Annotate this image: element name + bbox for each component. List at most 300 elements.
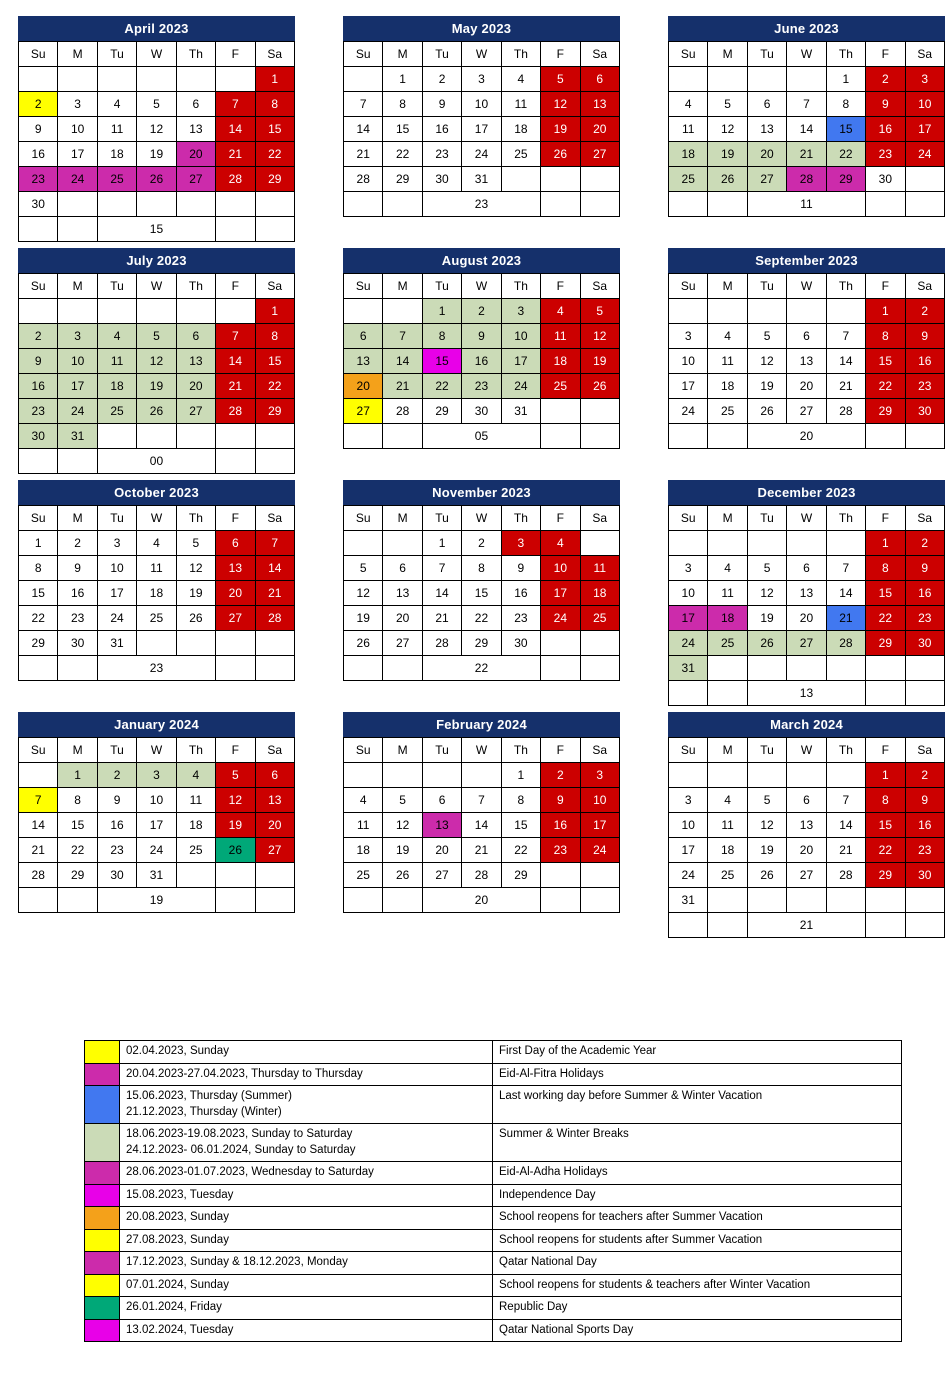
day-cell[interactable]: 3 (669, 556, 708, 581)
day-cell[interactable]: 9 (462, 324, 501, 349)
day-cell[interactable]: 12 (344, 581, 383, 606)
day-cell[interactable]: 4 (541, 531, 580, 556)
day-cell[interactable]: 26 (216, 838, 255, 863)
day-cell[interactable]: 28 (19, 863, 58, 888)
day-cell[interactable]: 14 (255, 556, 294, 581)
day-cell[interactable]: 22 (255, 142, 294, 167)
day-cell[interactable]: 26 (137, 399, 176, 424)
day-cell[interactable]: 22 (826, 142, 865, 167)
day-cell[interactable]: 22 (866, 606, 905, 631)
day-cell[interactable]: 12 (541, 92, 580, 117)
day-cell[interactable]: 19 (747, 374, 786, 399)
day-cell[interactable]: 11 (344, 813, 383, 838)
day-cell[interactable]: 25 (176, 838, 215, 863)
day-cell[interactable]: 24 (58, 167, 97, 192)
day-cell[interactable]: 2 (97, 763, 136, 788)
day-cell[interactable]: 22 (19, 606, 58, 631)
day-cell[interactable]: 8 (383, 92, 422, 117)
day-cell[interactable]: 26 (747, 863, 786, 888)
day-cell[interactable]: 16 (905, 349, 944, 374)
day-cell[interactable]: 31 (669, 888, 708, 913)
day-cell[interactable]: 12 (708, 117, 747, 142)
day-cell[interactable]: 29 (501, 863, 540, 888)
day-cell[interactable]: 16 (422, 117, 461, 142)
day-cell[interactable]: 5 (708, 92, 747, 117)
day-cell[interactable]: 19 (383, 838, 422, 863)
day-cell[interactable]: 10 (58, 349, 97, 374)
day-cell[interactable]: 20 (216, 581, 255, 606)
day-cell[interactable]: 3 (580, 763, 619, 788)
day-cell[interactable]: 7 (462, 788, 501, 813)
day-cell[interactable]: 7 (826, 324, 865, 349)
day-cell[interactable]: 3 (58, 324, 97, 349)
day-cell[interactable]: 6 (787, 556, 826, 581)
day-cell[interactable]: 8 (255, 92, 294, 117)
day-cell[interactable]: 21 (255, 581, 294, 606)
day-cell[interactable]: 17 (669, 606, 708, 631)
day-cell[interactable]: 24 (669, 863, 708, 888)
day-cell[interactable]: 26 (580, 374, 619, 399)
day-cell[interactable]: 10 (541, 556, 580, 581)
day-cell[interactable]: 12 (137, 117, 176, 142)
day-cell[interactable]: 31 (669, 656, 708, 681)
day-cell[interactable]: 16 (19, 374, 58, 399)
day-cell[interactable]: 13 (216, 556, 255, 581)
day-cell[interactable]: 13 (176, 117, 215, 142)
day-cell[interactable]: 30 (905, 863, 944, 888)
day-cell[interactable]: 6 (344, 324, 383, 349)
day-cell[interactable]: 9 (866, 92, 905, 117)
day-cell[interactable]: 14 (826, 581, 865, 606)
day-cell[interactable]: 1 (501, 763, 540, 788)
day-cell[interactable]: 14 (787, 117, 826, 142)
day-cell[interactable]: 12 (216, 788, 255, 813)
day-cell[interactable]: 22 (501, 838, 540, 863)
day-cell[interactable]: 11 (176, 788, 215, 813)
day-cell[interactable]: 1 (383, 67, 422, 92)
day-cell[interactable]: 1 (255, 299, 294, 324)
day-cell[interactable]: 13 (787, 349, 826, 374)
day-cell[interactable]: 21 (383, 374, 422, 399)
day-cell[interactable]: 23 (501, 606, 540, 631)
day-cell[interactable]: 23 (905, 838, 944, 863)
day-cell[interactable]: 28 (462, 863, 501, 888)
day-cell[interactable]: 16 (462, 349, 501, 374)
day-cell[interactable]: 20 (787, 606, 826, 631)
day-cell[interactable]: 26 (137, 167, 176, 192)
day-cell[interactable]: 12 (383, 813, 422, 838)
day-cell[interactable]: 13 (580, 92, 619, 117)
day-cell[interactable]: 28 (787, 167, 826, 192)
day-cell[interactable]: 13 (383, 581, 422, 606)
day-cell[interactable]: 18 (344, 838, 383, 863)
day-cell[interactable]: 2 (905, 531, 944, 556)
day-cell[interactable]: 8 (19, 556, 58, 581)
day-cell[interactable]: 19 (541, 117, 580, 142)
day-cell[interactable]: 19 (344, 606, 383, 631)
day-cell[interactable]: 3 (501, 299, 540, 324)
day-cell[interactable]: 10 (97, 556, 136, 581)
day-cell[interactable]: 9 (422, 92, 461, 117)
day-cell[interactable]: 31 (462, 167, 501, 192)
day-cell[interactable]: 19 (176, 581, 215, 606)
day-cell[interactable]: 1 (422, 299, 461, 324)
day-cell[interactable]: 6 (176, 324, 215, 349)
day-cell[interactable]: 7 (826, 788, 865, 813)
day-cell[interactable]: 20 (255, 813, 294, 838)
day-cell[interactable]: 15 (826, 117, 865, 142)
day-cell[interactable]: 24 (137, 838, 176, 863)
day-cell[interactable]: 8 (462, 556, 501, 581)
day-cell[interactable]: 26 (344, 631, 383, 656)
day-cell[interactable]: 1 (866, 763, 905, 788)
day-cell[interactable]: 8 (422, 324, 461, 349)
day-cell[interactable]: 10 (580, 788, 619, 813)
day-cell[interactable]: 30 (422, 167, 461, 192)
day-cell[interactable]: 29 (866, 631, 905, 656)
day-cell[interactable]: 25 (97, 167, 136, 192)
day-cell[interactable]: 18 (708, 606, 747, 631)
day-cell[interactable]: 12 (747, 349, 786, 374)
day-cell[interactable]: 28 (826, 631, 865, 656)
day-cell[interactable]: 14 (422, 581, 461, 606)
day-cell[interactable]: 30 (462, 399, 501, 424)
day-cell[interactable]: 18 (708, 838, 747, 863)
day-cell[interactable]: 1 (422, 531, 461, 556)
day-cell[interactable]: 12 (747, 581, 786, 606)
day-cell[interactable]: 13 (255, 788, 294, 813)
day-cell[interactable]: 11 (501, 92, 540, 117)
day-cell[interactable]: 14 (462, 813, 501, 838)
day-cell[interactable]: 13 (176, 349, 215, 374)
day-cell[interactable]: 22 (255, 374, 294, 399)
day-cell[interactable]: 5 (747, 324, 786, 349)
day-cell[interactable]: 6 (216, 531, 255, 556)
day-cell[interactable]: 21 (216, 374, 255, 399)
day-cell[interactable]: 16 (905, 813, 944, 838)
day-cell[interactable]: 15 (501, 813, 540, 838)
day-cell[interactable]: 17 (97, 581, 136, 606)
day-cell[interactable]: 8 (501, 788, 540, 813)
day-cell[interactable]: 23 (58, 606, 97, 631)
day-cell[interactable]: 31 (97, 631, 136, 656)
day-cell[interactable]: 22 (462, 606, 501, 631)
day-cell[interactable]: 7 (19, 788, 58, 813)
day-cell[interactable]: 28 (826, 863, 865, 888)
day-cell[interactable]: 5 (216, 763, 255, 788)
day-cell[interactable]: 25 (708, 863, 747, 888)
day-cell[interactable]: 24 (501, 374, 540, 399)
day-cell[interactable]: 1 (826, 67, 865, 92)
day-cell[interactable]: 8 (866, 788, 905, 813)
day-cell[interactable]: 27 (422, 863, 461, 888)
day-cell[interactable]: 25 (708, 399, 747, 424)
day-cell[interactable]: 15 (866, 349, 905, 374)
day-cell[interactable]: 15 (462, 581, 501, 606)
day-cell[interactable]: 10 (905, 92, 944, 117)
day-cell[interactable]: 3 (58, 92, 97, 117)
day-cell[interactable]: 12 (580, 324, 619, 349)
day-cell[interactable]: 20 (787, 838, 826, 863)
day-cell[interactable]: 10 (137, 788, 176, 813)
day-cell[interactable]: 25 (580, 606, 619, 631)
day-cell[interactable]: 23 (905, 606, 944, 631)
day-cell[interactable]: 2 (58, 531, 97, 556)
day-cell[interactable]: 18 (580, 581, 619, 606)
day-cell[interactable]: 18 (176, 813, 215, 838)
day-cell[interactable]: 15 (255, 117, 294, 142)
day-cell[interactable]: 10 (462, 92, 501, 117)
day-cell[interactable]: 22 (58, 838, 97, 863)
day-cell[interactable]: 17 (541, 581, 580, 606)
day-cell[interactable]: 4 (501, 67, 540, 92)
day-cell[interactable]: 29 (255, 399, 294, 424)
day-cell[interactable]: 12 (137, 349, 176, 374)
day-cell[interactable]: 4 (97, 92, 136, 117)
day-cell[interactable]: 17 (137, 813, 176, 838)
day-cell[interactable]: 23 (905, 374, 944, 399)
day-cell[interactable]: 31 (137, 863, 176, 888)
day-cell[interactable]: 4 (137, 531, 176, 556)
day-cell[interactable]: 1 (58, 763, 97, 788)
day-cell[interactable]: 26 (747, 631, 786, 656)
day-cell[interactable]: 26 (541, 142, 580, 167)
day-cell[interactable]: 30 (501, 631, 540, 656)
day-cell[interactable]: 28 (422, 631, 461, 656)
day-cell[interactable]: 31 (58, 424, 97, 449)
day-cell[interactable]: 2 (905, 763, 944, 788)
day-cell[interactable]: 23 (866, 142, 905, 167)
day-cell[interactable]: 2 (462, 531, 501, 556)
day-cell[interactable]: 4 (97, 324, 136, 349)
day-cell[interactable]: 14 (826, 813, 865, 838)
day-cell[interactable]: 7 (383, 324, 422, 349)
day-cell[interactable]: 28 (255, 606, 294, 631)
day-cell[interactable]: 11 (137, 556, 176, 581)
day-cell[interactable]: 24 (905, 142, 944, 167)
day-cell[interactable]: 15 (866, 581, 905, 606)
day-cell[interactable]: 13 (787, 581, 826, 606)
day-cell[interactable]: 3 (137, 763, 176, 788)
day-cell[interactable]: 28 (344, 167, 383, 192)
day-cell[interactable]: 27 (580, 142, 619, 167)
day-cell[interactable]: 6 (176, 92, 215, 117)
day-cell[interactable]: 5 (137, 92, 176, 117)
day-cell[interactable]: 20 (787, 374, 826, 399)
day-cell[interactable]: 5 (176, 531, 215, 556)
day-cell[interactable]: 26 (708, 167, 747, 192)
day-cell[interactable]: 23 (97, 838, 136, 863)
day-cell[interactable]: 27 (383, 631, 422, 656)
day-cell[interactable]: 25 (97, 399, 136, 424)
day-cell[interactable]: 11 (708, 581, 747, 606)
day-cell[interactable]: 17 (462, 117, 501, 142)
day-cell[interactable]: 6 (580, 67, 619, 92)
day-cell[interactable]: 22 (866, 374, 905, 399)
day-cell[interactable]: 16 (19, 142, 58, 167)
day-cell[interactable]: 14 (19, 813, 58, 838)
day-cell[interactable]: 29 (866, 399, 905, 424)
day-cell[interactable]: 20 (422, 838, 461, 863)
day-cell[interactable]: 15 (19, 581, 58, 606)
day-cell[interactable]: 8 (255, 324, 294, 349)
day-cell[interactable]: 10 (58, 117, 97, 142)
day-cell[interactable]: 6 (422, 788, 461, 813)
day-cell[interactable]: 24 (669, 631, 708, 656)
day-cell[interactable]: 10 (501, 324, 540, 349)
day-cell[interactable]: 4 (344, 788, 383, 813)
day-cell[interactable]: 20 (344, 374, 383, 399)
day-cell[interactable]: 2 (905, 299, 944, 324)
day-cell[interactable]: 1 (866, 531, 905, 556)
day-cell[interactable]: 13 (747, 117, 786, 142)
day-cell[interactable]: 5 (747, 788, 786, 813)
day-cell[interactable]: 3 (669, 788, 708, 813)
day-cell[interactable]: 18 (669, 142, 708, 167)
day-cell[interactable]: 25 (137, 606, 176, 631)
day-cell[interactable]: 3 (905, 67, 944, 92)
day-cell[interactable]: 28 (383, 399, 422, 424)
day-cell[interactable]: 17 (669, 838, 708, 863)
day-cell[interactable]: 11 (541, 324, 580, 349)
day-cell[interactable]: 9 (905, 556, 944, 581)
day-cell[interactable]: 17 (58, 142, 97, 167)
day-cell[interactable]: 26 (383, 863, 422, 888)
day-cell[interactable]: 14 (216, 349, 255, 374)
day-cell[interactable]: 27 (176, 399, 215, 424)
day-cell[interactable]: 25 (344, 863, 383, 888)
day-cell[interactable]: 2 (19, 92, 58, 117)
day-cell[interactable]: 25 (541, 374, 580, 399)
day-cell[interactable]: 4 (708, 324, 747, 349)
day-cell[interactable]: 21 (216, 142, 255, 167)
day-cell[interactable]: 27 (176, 167, 215, 192)
day-cell[interactable]: 9 (501, 556, 540, 581)
day-cell[interactable]: 21 (462, 838, 501, 863)
day-cell[interactable]: 28 (826, 399, 865, 424)
day-cell[interactable]: 29 (19, 631, 58, 656)
day-cell[interactable]: 6 (787, 788, 826, 813)
day-cell[interactable]: 25 (708, 631, 747, 656)
day-cell[interactable]: 24 (669, 399, 708, 424)
day-cell[interactable]: 20 (383, 606, 422, 631)
day-cell[interactable]: 18 (97, 142, 136, 167)
day-cell[interactable]: 28 (216, 399, 255, 424)
day-cell[interactable]: 30 (905, 631, 944, 656)
day-cell[interactable]: 20 (747, 142, 786, 167)
day-cell[interactable]: 9 (905, 324, 944, 349)
day-cell[interactable]: 11 (708, 349, 747, 374)
day-cell[interactable]: 14 (383, 349, 422, 374)
day-cell[interactable]: 4 (708, 788, 747, 813)
day-cell[interactable]: 15 (422, 349, 461, 374)
day-cell[interactable]: 8 (866, 324, 905, 349)
day-cell[interactable]: 27 (255, 838, 294, 863)
day-cell[interactable]: 13 (787, 813, 826, 838)
day-cell[interactable]: 15 (58, 813, 97, 838)
day-cell[interactable]: 3 (501, 531, 540, 556)
day-cell[interactable]: 18 (97, 374, 136, 399)
day-cell[interactable]: 15 (866, 813, 905, 838)
day-cell[interactable]: 21 (422, 606, 461, 631)
day-cell[interactable]: 12 (747, 813, 786, 838)
day-cell[interactable]: 18 (541, 349, 580, 374)
day-cell[interactable]: 23 (19, 167, 58, 192)
day-cell[interactable]: 12 (176, 556, 215, 581)
day-cell[interactable]: 22 (422, 374, 461, 399)
day-cell[interactable]: 19 (708, 142, 747, 167)
day-cell[interactable]: 23 (462, 374, 501, 399)
day-cell[interactable]: 18 (708, 374, 747, 399)
day-cell[interactable]: 4 (541, 299, 580, 324)
day-cell[interactable]: 23 (422, 142, 461, 167)
day-cell[interactable]: 26 (176, 606, 215, 631)
day-cell[interactable]: 25 (669, 167, 708, 192)
day-cell[interactable]: 11 (580, 556, 619, 581)
day-cell[interactable]: 23 (541, 838, 580, 863)
day-cell[interactable]: 29 (826, 167, 865, 192)
day-cell[interactable]: 9 (19, 349, 58, 374)
day-cell[interactable]: 22 (866, 838, 905, 863)
day-cell[interactable]: 1 (255, 67, 294, 92)
day-cell[interactable]: 11 (97, 349, 136, 374)
day-cell[interactable]: 27 (787, 631, 826, 656)
day-cell[interactable]: 7 (826, 556, 865, 581)
day-cell[interactable]: 22 (383, 142, 422, 167)
day-cell[interactable]: 26 (747, 399, 786, 424)
day-cell[interactable]: 17 (58, 374, 97, 399)
day-cell[interactable]: 19 (580, 349, 619, 374)
day-cell[interactable]: 20 (176, 142, 215, 167)
day-cell[interactable]: 5 (383, 788, 422, 813)
day-cell[interactable]: 11 (97, 117, 136, 142)
day-cell[interactable]: 2 (462, 299, 501, 324)
day-cell[interactable]: 17 (669, 374, 708, 399)
day-cell[interactable]: 6 (255, 763, 294, 788)
day-cell[interactable]: 24 (97, 606, 136, 631)
day-cell[interactable]: 19 (747, 606, 786, 631)
day-cell[interactable]: 21 (826, 374, 865, 399)
day-cell[interactable]: 7 (216, 92, 255, 117)
day-cell[interactable]: 20 (580, 117, 619, 142)
day-cell[interactable]: 29 (58, 863, 97, 888)
day-cell[interactable]: 9 (19, 117, 58, 142)
day-cell[interactable]: 18 (501, 117, 540, 142)
day-cell[interactable]: 14 (826, 349, 865, 374)
day-cell[interactable]: 7 (422, 556, 461, 581)
day-cell[interactable]: 5 (137, 324, 176, 349)
day-cell[interactable]: 7 (344, 92, 383, 117)
day-cell[interactable]: 24 (580, 838, 619, 863)
day-cell[interactable]: 27 (344, 399, 383, 424)
day-cell[interactable]: 29 (462, 631, 501, 656)
day-cell[interactable]: 2 (19, 324, 58, 349)
day-cell[interactable]: 21 (787, 142, 826, 167)
day-cell[interactable]: 2 (422, 67, 461, 92)
day-cell[interactable]: 24 (541, 606, 580, 631)
day-cell[interactable]: 5 (580, 299, 619, 324)
day-cell[interactable]: 3 (97, 531, 136, 556)
day-cell[interactable]: 8 (826, 92, 865, 117)
day-cell[interactable]: 4 (176, 763, 215, 788)
day-cell[interactable]: 16 (501, 581, 540, 606)
day-cell[interactable]: 3 (462, 67, 501, 92)
day-cell[interactable]: 4 (708, 556, 747, 581)
day-cell[interactable]: 19 (137, 142, 176, 167)
day-cell[interactable]: 27 (787, 863, 826, 888)
day-cell[interactable]: 10 (669, 813, 708, 838)
day-cell[interactable]: 1 (19, 531, 58, 556)
